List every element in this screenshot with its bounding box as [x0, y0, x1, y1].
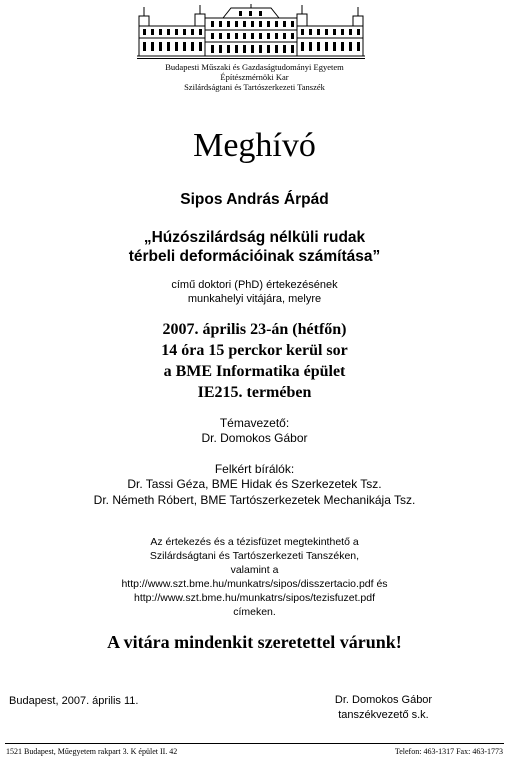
reviewers-label: Felkért bírálók: — [214, 462, 295, 476]
availability-line-2: Szilárdságtani és Tartószerkezeti Tanszéken, — [149, 550, 360, 562]
reviewer-2: Dr. Németh Róbert, BME Tartószerkezetek Mechanikája Tsz. — [93, 493, 416, 507]
signer-role: tanszékvezető s.k. — [338, 708, 429, 721]
author-name: Sipos András Árpád — [180, 191, 329, 208]
intro-line-2: munkahelyi vitájára, melyre — [187, 293, 322, 305]
availability-line-3: valamint a — [230, 564, 279, 576]
thesis-title-line-2: térbeli deformációinak számítása” — [128, 248, 381, 265]
footer-address: 1521 Budapest, Műegyetem rakpart 3. K épület II. 42 — [6, 747, 178, 756]
dissertation-link[interactable]: http://www.szt.bme.hu/munkatrs/sipos/disszertacio.pdf és — [121, 578, 388, 590]
footer-divider — [5, 743, 504, 744]
closing-invitation: A vitára mindenkit szeretettel várunk! — [107, 632, 402, 652]
thesis-title-line-1: „Húzószilárdság nélküli rudak — [143, 229, 366, 246]
event-room: IE215. termében — [197, 384, 312, 401]
availability-line-1: Az értekezés és a tézisfüzet megtekinthető a — [150, 536, 359, 548]
department-name: Szilárdságtani és Tartószerkezeti Tanszék — [184, 82, 325, 92]
signature-block — [316, 693, 451, 722]
supervisor-name: Dr. Domokos Gábor — [201, 431, 308, 445]
date-place: Budapest, 2007. április 11. — [9, 695, 139, 707]
institution-name: Budapesti Műszaki és Gazdaságtudományi Egyetem — [165, 62, 344, 72]
page-title: Meghívó — [193, 127, 316, 164]
supervisor-label: Témavezető: — [219, 416, 290, 430]
university-building-logo — [135, 4, 367, 60]
thesis-booklet-link[interactable]: http://www.szt.bme.hu/munkatrs/sipos/tezisfuzet.pdf — [133, 592, 376, 604]
intro-line-1: című doktori (PhD) értekezésének — [171, 279, 338, 291]
event-time: 14 óra 15 perckor kerül sor — [161, 342, 348, 359]
footer-contact: Telefon: 463-1317 Fax: 463-1773 — [394, 747, 503, 756]
event-building: a BME Informatika épület — [163, 363, 346, 380]
event-date: 2007. április 23-án (hétfőn) — [162, 321, 347, 338]
reviewer-1: Dr. Tassi Géza, BME Hidak és Szerkezetek Tsz. — [127, 477, 382, 491]
availability-line-6: címeken. — [233, 606, 276, 618]
faculty-name: Építészmérnöki Kar — [220, 72, 289, 82]
signer-name: Dr. Domokos Gábor — [334, 694, 433, 706]
